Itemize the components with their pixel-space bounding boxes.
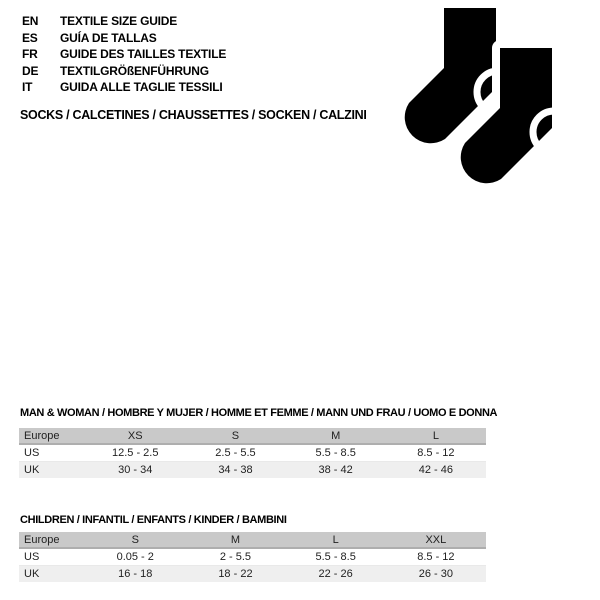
- table-header-row: [19, 428, 486, 444]
- value-cell: 22 - 26: [318, 568, 353, 580]
- table-header-row: [19, 532, 486, 548]
- row-label: US: [19, 444, 85, 462]
- header-cell-size: M: [185, 532, 285, 548]
- lang-text: GUIDE DES TAILLES TEXTILE: [60, 47, 227, 62]
- value-cell: 0.05 - 2: [85, 548, 185, 566]
- value-cell: 12.5 - 2.5: [85, 444, 185, 462]
- value-cell: 16 - 18: [118, 568, 153, 580]
- value-cell: 18 - 22: [218, 568, 253, 580]
- lang-row-es: [22, 30, 226, 47]
- row-label: US: [19, 548, 85, 566]
- lang-code: FR: [22, 47, 38, 62]
- lang-row-fr: [22, 46, 226, 63]
- table-row-uk: [19, 566, 486, 583]
- row-label: UK: [24, 464, 40, 476]
- header-cell-region: Europe: [19, 532, 85, 548]
- lang-code: IT: [22, 80, 33, 95]
- value-cell: 8.5 - 12: [386, 444, 486, 462]
- header-cell-size: L: [286, 532, 386, 548]
- lang-text: TEXTILGRÖßENFÜHRUNG: [60, 63, 209, 78]
- size-table-adult: [19, 428, 486, 478]
- table-row-uk: [19, 462, 486, 479]
- lang-row-en: [22, 13, 226, 30]
- value-cell: 5.5 - 8.5: [286, 444, 386, 462]
- value-cell: 42 - 46: [418, 464, 453, 476]
- category-line: SOCKS / CALCETINES / CHAUSSETTES / SOCKEN / CALZINI: [20, 108, 367, 122]
- adult-table-title: MAN & WOMAN / HOMBRE Y MUJER / HOMME ET FEMME / MANN UND FRAU / UOMO E DONNA: [20, 407, 498, 419]
- value-cell: 5.5 - 8.5: [286, 548, 386, 566]
- header-cell-size: S: [85, 532, 185, 548]
- header-cell-size: S: [185, 428, 285, 444]
- value-cell: 38 - 42: [318, 464, 353, 476]
- header-cell-size: XXL: [386, 532, 486, 548]
- lang-code: DE: [22, 63, 39, 78]
- children-table-title: CHILDREN / INFANTIL / ENFANTS / KINDER / BAMBINI: [20, 514, 287, 526]
- socks-icon: [396, 4, 586, 204]
- value-cell: 34 - 38: [218, 464, 253, 476]
- header-cell-region: Europe: [19, 428, 85, 444]
- lang-text: GUIDA ALLE TAGLIE TESSILI: [60, 80, 223, 95]
- lang-text: TEXTILE SIZE GUIDE: [60, 14, 178, 28]
- value-cell: 26 - 30: [418, 568, 453, 580]
- row-label: UK: [24, 568, 40, 580]
- lang-code: ES: [22, 30, 38, 45]
- value-cell: 2.5 - 5.5: [185, 444, 285, 462]
- language-list: [22, 13, 226, 96]
- value-cell: 8.5 - 12: [386, 548, 486, 566]
- header-cell-size: L: [386, 428, 486, 444]
- lang-row-de: [22, 63, 226, 80]
- lang-row-it: [22, 79, 226, 96]
- header-cell-size: M: [286, 428, 386, 444]
- value-cell: 30 - 34: [118, 464, 153, 476]
- lang-code: EN: [22, 14, 39, 28]
- table-row-us: [19, 548, 486, 566]
- header-cell-size: XS: [85, 428, 185, 444]
- lang-text: GUÍA DE TALLAS: [60, 30, 157, 45]
- value-cell: 2 - 5.5: [185, 548, 285, 566]
- table-row-us: [19, 444, 486, 462]
- size-table-children: [19, 532, 486, 582]
